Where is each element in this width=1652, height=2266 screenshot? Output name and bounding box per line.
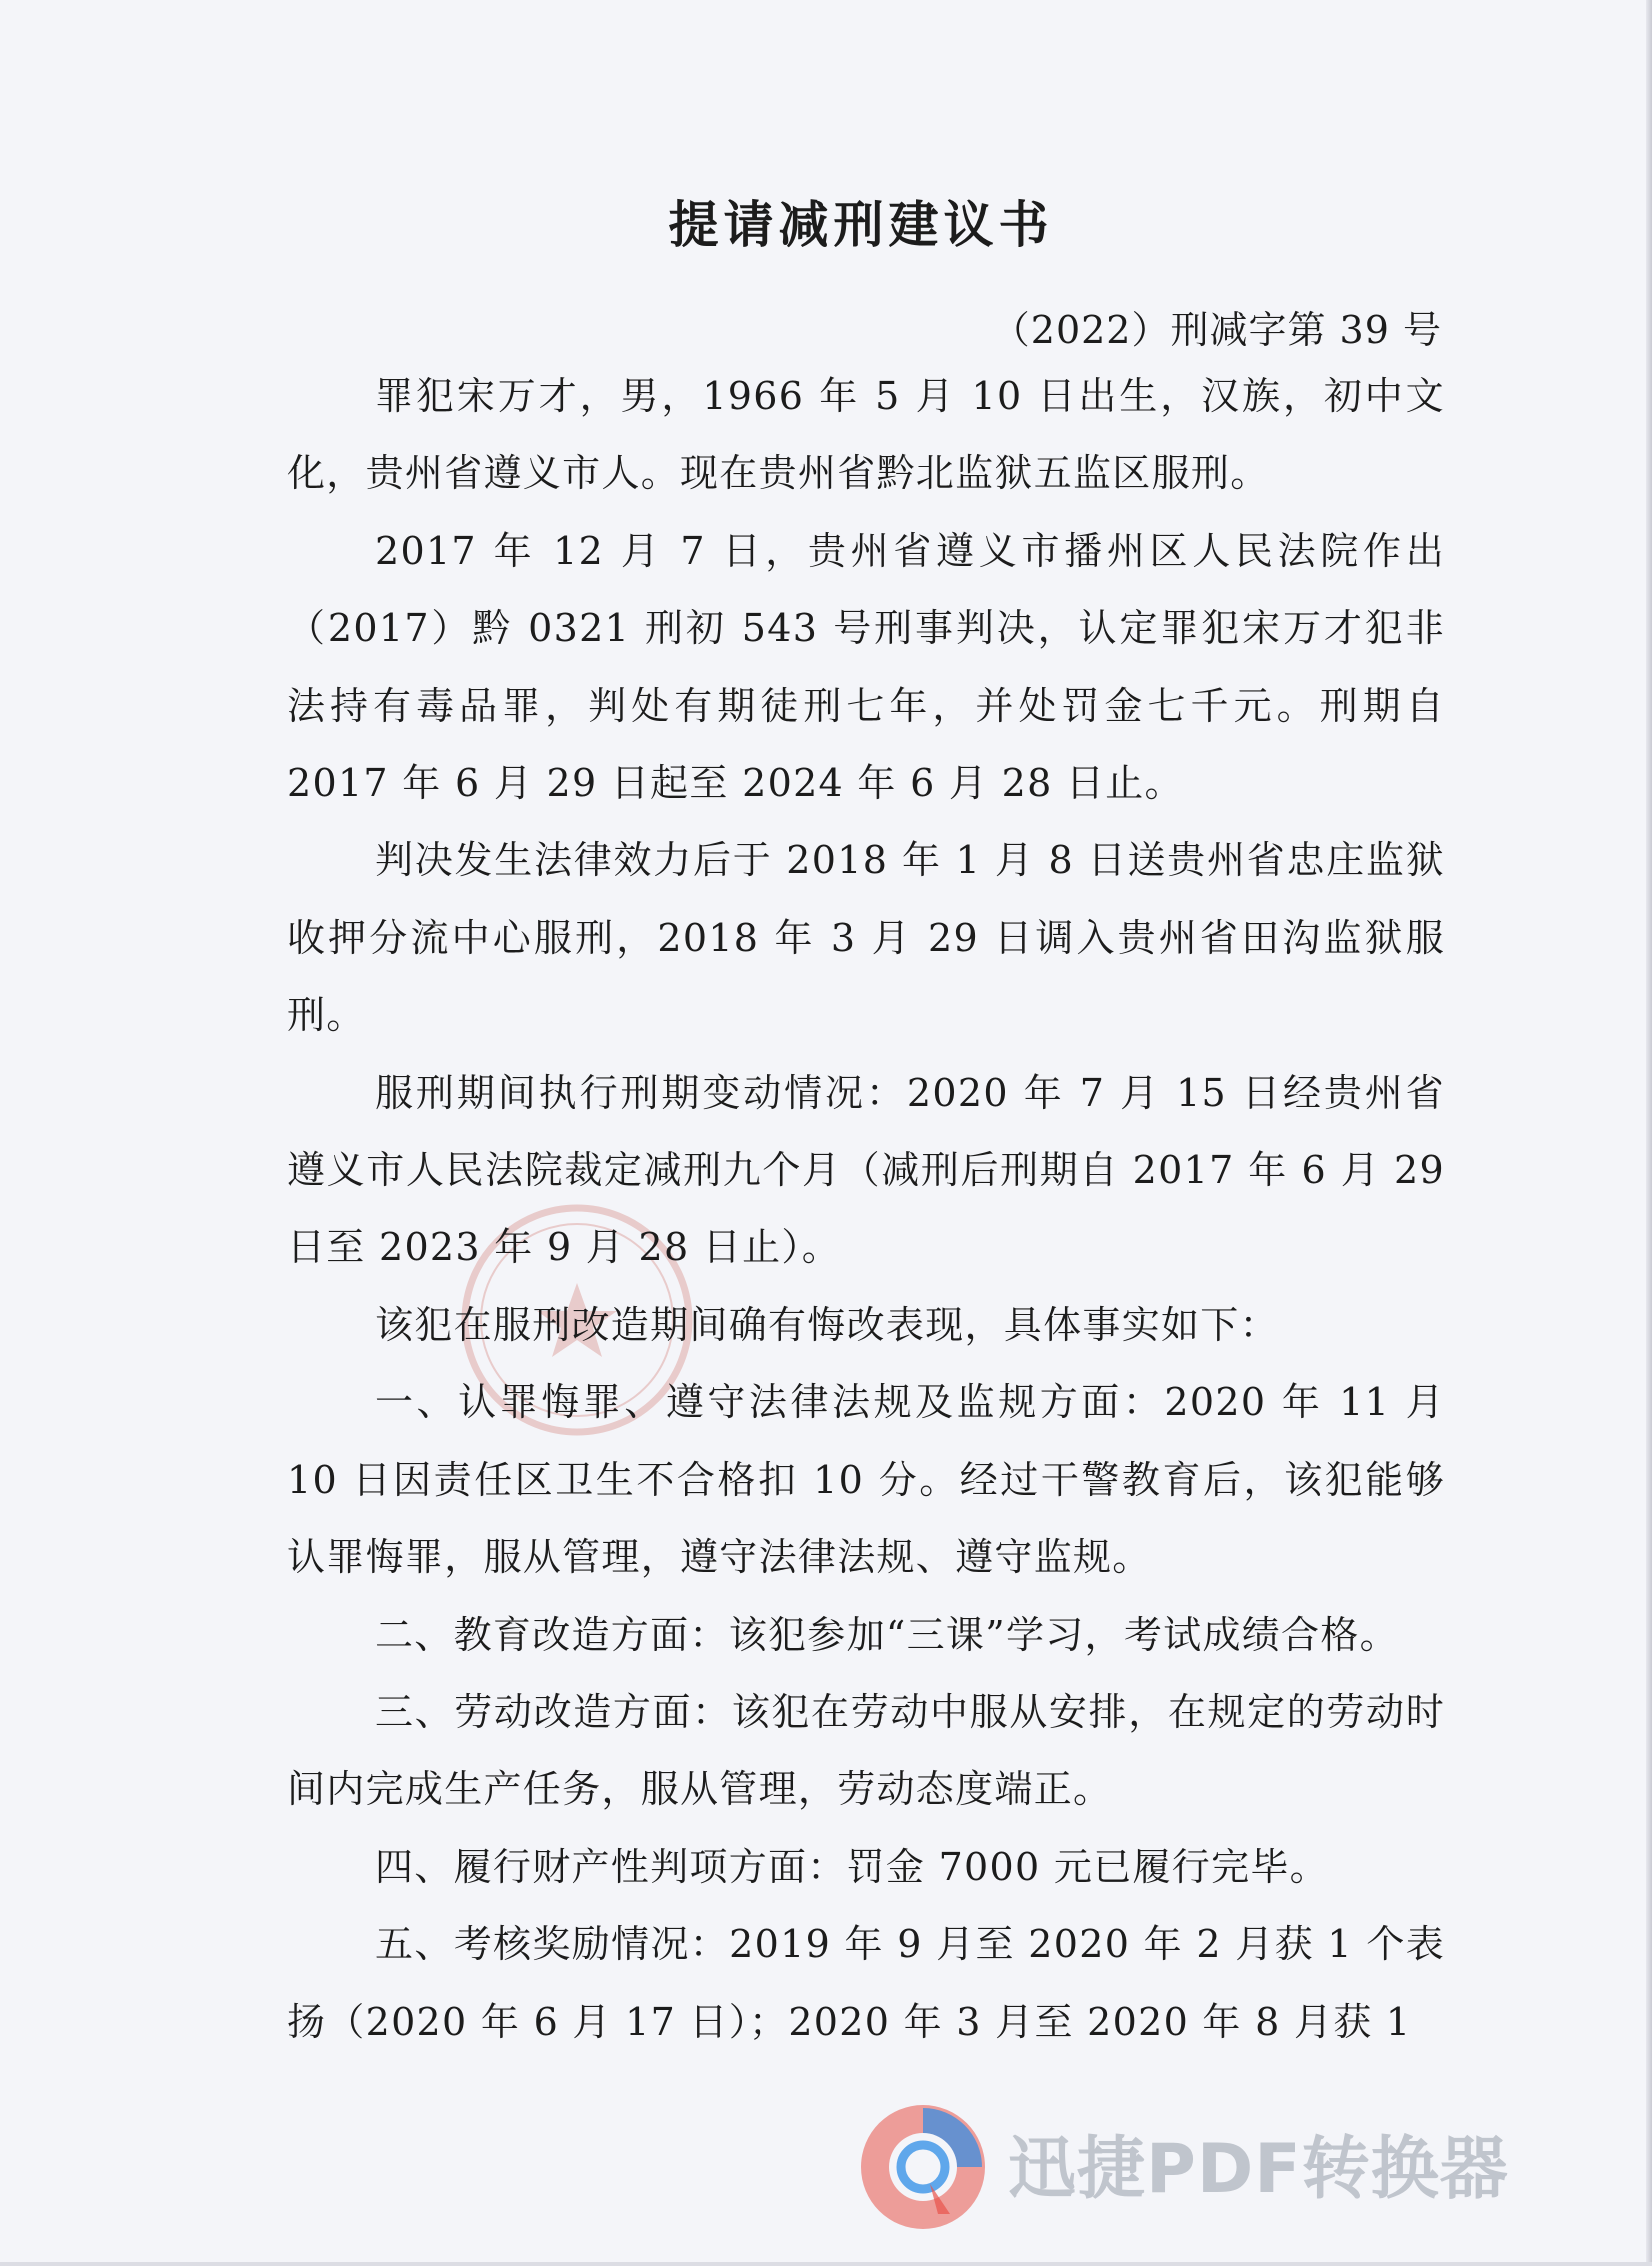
document-title: 提请减刑建议书 (668, 196, 1054, 254)
paragraph-sentence-change: 服刑期间执行刑期变动情况：2020 年 7 月 15 日经贵州省遵义市人民法院裁定减刑九个月（减刑后刑期自 2017 年 6 月 29 日至 2023 年 9 月 28 日止）。 (287, 1070, 1445, 1270)
watermark (858, 2100, 1638, 2240)
paragraph-item-1: 一、认罪悔罪、遵守法律法规及监规方面：2020 年 11 月 10 日因责任区卫生不合格扣 10 分。经过干警教育后，该犯能够认罪悔罪，服从管理，遵守法律法规、遵守监规。 (287, 1380, 1445, 1580)
paragraph-criminal-info: 罪犯宋万才，男，1966 年 5 月 10 日出生，汉族，初中文化，贵州省遵义市人。现在贵州省黔北监狱五监区服刑。 (287, 374, 1445, 496)
paragraph-item-4: 四、履行财产性判项方面：罚金 7000 元已履行完毕。 (375, 1844, 1329, 1889)
page-edge (1646, 0, 1652, 2266)
paragraph-custody-transfer: 判决发生法律效力后于 2018 年 1 月 8 日送贵州省忠庄监狱收押分流中心服刑，2018 年 3 月 29 日调入贵州省田沟监狱服刑。 (287, 838, 1445, 1038)
document-number: （2022）刑减字第 39 号 (991, 308, 1442, 352)
paragraph-judgment: 2017 年 12 月 7 日，贵州省遵义市播州区人民法院作出（2017）黔 0321 刑初 543 号刑事判决，认定罪犯宋万才犯非法持有毒品罪，判处有期徒刑七年，并处罚金七千元。刑期自 2017 年 6 月 29 日起至 2024 年 6 月 28 日止。 (287, 528, 1445, 806)
pdf-converter-logo-icon (858, 2102, 988, 2232)
paragraph-item-2: 二、教育改造方面：该犯参加“三课”学习，考试成绩合格。 (375, 1612, 1399, 1657)
page-edge-bottom (0, 2262, 1652, 2266)
paragraph-item-5: 五、考核奖励情况：2019 年 9 月至 2020 年 2 月获 1 个表扬（2020 年 6 月 17 日）；2020 年 3 月至 2020 年 8 月获 1 (287, 1922, 1445, 2044)
document-body (287, 358, 1445, 2061)
paragraph-repentance-intro: 该犯在服刑改造期间确有悔改表现，具体事实如下： (375, 1302, 1279, 1347)
watermark-text: 迅捷PDF转换器 (1008, 2130, 1509, 2209)
paragraph-item-3: 三、劳动改造方面：该犯在劳动中服从安排，在规定的劳动时间内完成生产任务，服从管理，劳动态度端正。 (287, 1689, 1445, 1812)
